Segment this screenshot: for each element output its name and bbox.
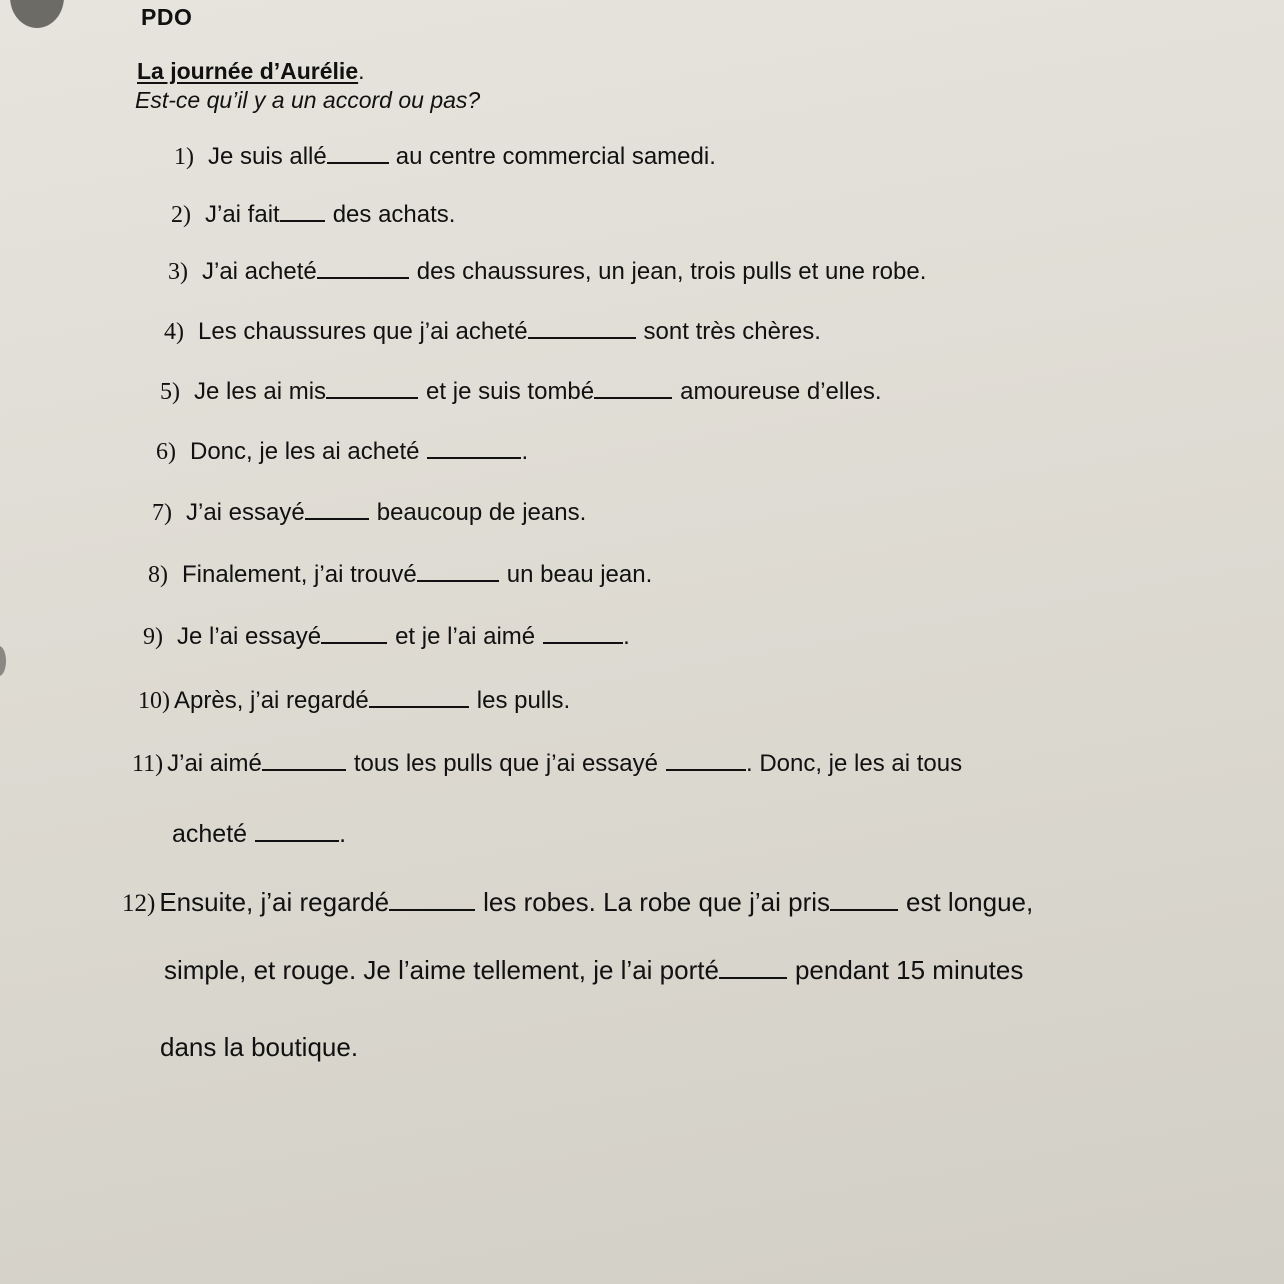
document-subtitle: Est-ce qu’il y a un accord ou pas? xyxy=(135,87,481,113)
question-12-final-line: dans la boutique. xyxy=(160,1032,359,1062)
question-2 xyxy=(171,201,455,229)
answer-blank[interactable] xyxy=(417,579,499,582)
question-number: 3) xyxy=(168,259,188,285)
question-12-continued xyxy=(164,955,1023,986)
question-text: et je l’ai aimé xyxy=(395,623,536,650)
answer-blank[interactable] xyxy=(327,161,389,164)
question-3 xyxy=(168,258,926,286)
answer-blank[interactable] xyxy=(830,908,898,911)
answer-blank[interactable] xyxy=(317,276,409,279)
question-text: au centre commercial samedi. xyxy=(395,143,716,170)
question-number: 10) xyxy=(138,688,170,714)
question-text: les robes. La robe que j’ai pris xyxy=(483,887,831,917)
answer-blank[interactable] xyxy=(427,456,521,459)
answer-blank[interactable] xyxy=(305,517,369,520)
question-text: pendant 15 minutes xyxy=(794,955,1024,985)
question-number: 4) xyxy=(164,319,184,345)
question-text: beaucoup de jeans. xyxy=(376,499,587,526)
answer-blank[interactable] xyxy=(280,219,325,222)
question-number: 1) xyxy=(174,144,194,170)
question-number: 11) xyxy=(132,751,164,777)
question-6 xyxy=(156,438,528,466)
paper-edge-shadow xyxy=(0,646,6,676)
binder-hole xyxy=(10,0,64,28)
question-number: 5) xyxy=(160,379,180,405)
answer-blank[interactable] xyxy=(594,396,672,399)
question-text: et je suis tombé xyxy=(426,378,595,405)
question-text: Les chaussures que j’ai acheté xyxy=(198,318,528,345)
answer-blank[interactable] xyxy=(369,705,469,708)
question-text: des chaussures, un jean, trois pulls et une robe. xyxy=(416,258,927,285)
question-text: Ensuite, j’ai regardé xyxy=(159,887,390,917)
question-11-continued xyxy=(172,820,346,849)
question-9 xyxy=(143,623,630,651)
question-text: . xyxy=(623,623,630,650)
question-4 xyxy=(164,318,821,346)
question-5 xyxy=(160,378,882,406)
question-text: Après, j’ai regardé xyxy=(174,687,369,714)
header-label: PDO xyxy=(141,4,193,30)
question-text: acheté xyxy=(172,820,248,848)
question-number: 12) xyxy=(122,890,156,917)
answer-blank[interactable] xyxy=(389,908,475,911)
question-text: J’ai essayé xyxy=(186,499,305,526)
question-text: simple, et rouge. Je l’aime tellement, je l’ai porté xyxy=(164,955,719,985)
title-text: La journée d’Aurélie xyxy=(137,58,359,84)
answer-blank[interactable] xyxy=(666,768,746,771)
question-text: des achats. xyxy=(332,201,456,228)
question-text: est longue, xyxy=(906,887,1034,917)
question-text: tous les pulls que j’ai essayé xyxy=(353,750,658,777)
question-8 xyxy=(148,561,652,589)
question-text: . xyxy=(521,438,529,465)
question-text: Je l’ai essayé xyxy=(177,623,322,650)
answer-blank[interactable] xyxy=(326,396,418,399)
answer-blank[interactable] xyxy=(528,336,636,339)
question-text: . xyxy=(339,820,347,848)
question-text: amoureuse d’elles. xyxy=(680,378,882,405)
question-number: 2) xyxy=(171,202,191,228)
question-11 xyxy=(132,750,962,778)
question-text: sont très chères. xyxy=(643,318,821,345)
question-number: 7) xyxy=(152,500,172,526)
question-text: J’ai aimé xyxy=(167,750,262,777)
question-1 xyxy=(174,143,716,171)
answer-blank[interactable] xyxy=(255,839,339,842)
question-text: Donc, je les ai acheté xyxy=(190,438,420,465)
question-text: J’ai acheté xyxy=(202,258,317,285)
question-12 xyxy=(122,887,1033,918)
answer-blank[interactable] xyxy=(543,641,623,644)
question-number: 6) xyxy=(156,439,176,465)
question-number: 9) xyxy=(143,624,163,650)
answer-blank[interactable] xyxy=(719,976,787,979)
question-text: Je suis allé xyxy=(208,143,327,170)
question-text: Je les ai mis xyxy=(194,378,327,405)
document-title xyxy=(137,58,365,85)
question-text: les pulls. xyxy=(476,687,571,714)
question-text: un beau jean. xyxy=(506,561,653,588)
question-text: J’ai fait xyxy=(205,201,280,228)
question-number: 8) xyxy=(148,562,168,588)
question-10 xyxy=(138,687,570,715)
answer-blank[interactable] xyxy=(262,768,346,771)
question-text: . Donc, je les ai tous xyxy=(745,750,963,777)
answer-blank[interactable] xyxy=(321,641,387,644)
title-period: . xyxy=(358,58,365,84)
question-text: Finalement, j’ai trouvé xyxy=(182,561,417,588)
question-7 xyxy=(152,499,586,527)
